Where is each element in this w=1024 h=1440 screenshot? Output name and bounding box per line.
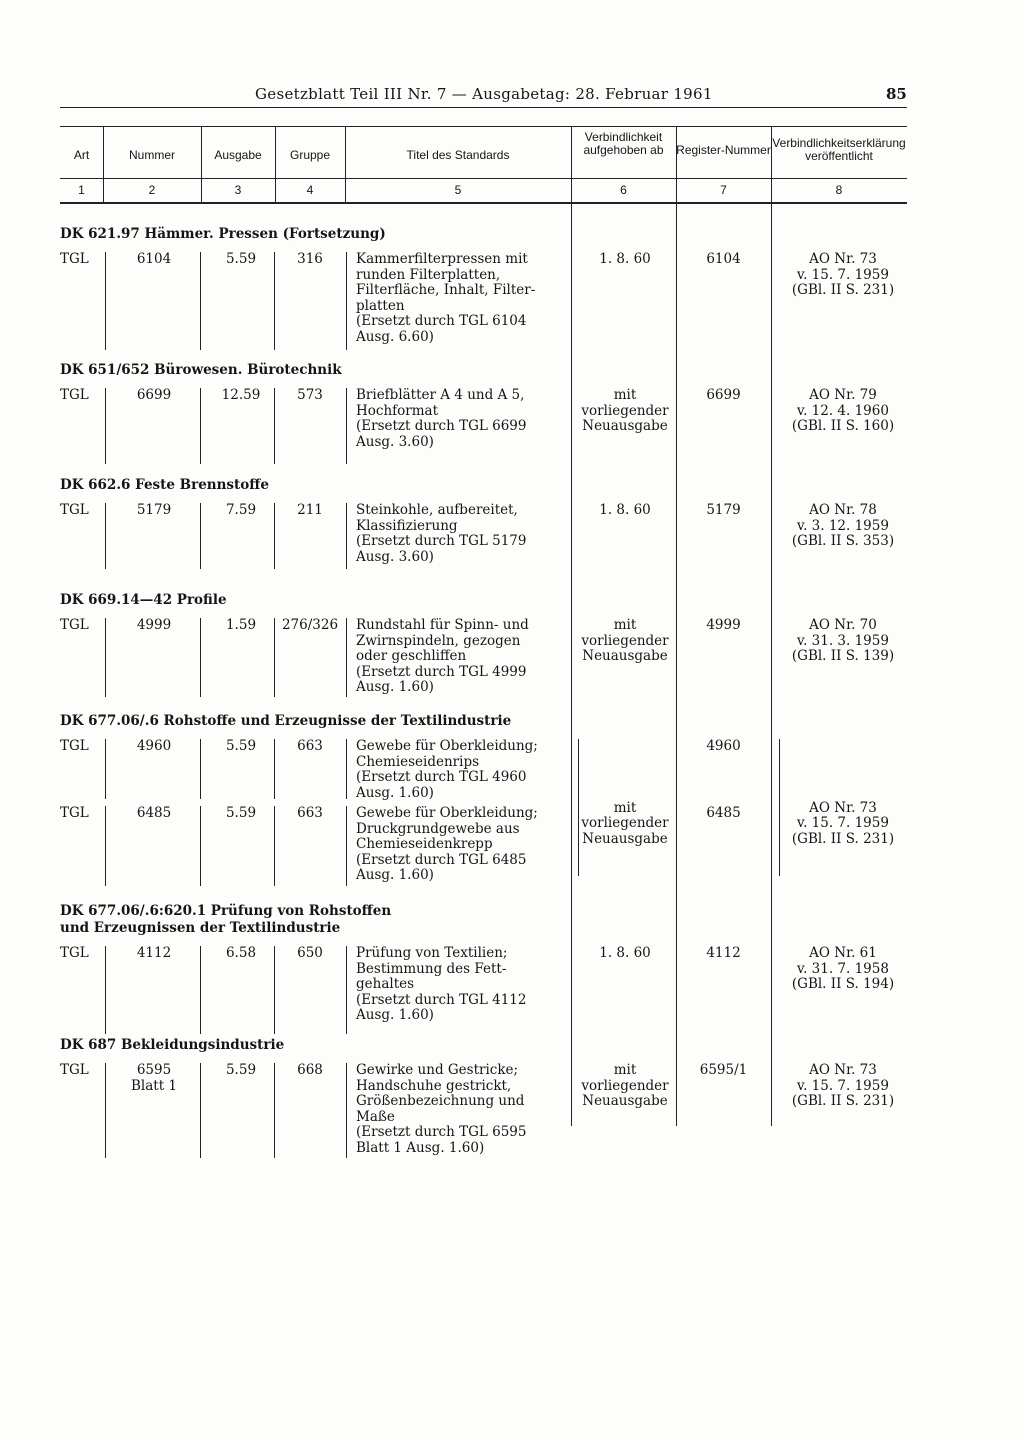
cell-gruppe: 573: [297, 387, 323, 403]
cell-gruppe: 663: [297, 805, 323, 821]
cell-veroeffentlicht: AO Nr. 70 v. 31. 3. 1959 (GBl. II S. 139): [791, 617, 895, 664]
cell-veroeffentlicht: AO Nr. 73 v. 15. 7. 1959 (GBl. II S. 231): [791, 1062, 895, 1109]
cell-titel: Rundstahl für Spinn- und Zwirnspindeln, gezogen oder geschliffen (Ersetzt durch TGL 4999 Ausg. 1.60): [356, 617, 529, 695]
column-rule: [346, 806, 347, 886]
column-rule: [105, 946, 106, 1034]
bracket-left: [578, 739, 585, 876]
column-rule: [274, 1063, 275, 1158]
cell-nummer: 6699: [136, 387, 172, 403]
column-rule-register: [676, 204, 677, 1126]
cell-verbindlich: mit vorliegender Neuausgabe: [581, 617, 669, 664]
column-rule: [105, 739, 106, 799]
column-rule: [274, 739, 275, 799]
col-art-number: 1: [78, 183, 85, 197]
cell-art: TGL: [60, 387, 89, 403]
cell-register: 6699: [706, 387, 741, 403]
col-nummer-number: 2: [148, 183, 156, 197]
cell-gruppe: 668: [297, 1062, 323, 1078]
cell-verbindlich: 1. 8. 60: [599, 502, 651, 518]
cell-nummer: 5179: [136, 502, 172, 518]
col-veroeffentlicht-header: Verbindlichkeitserklärung veröffentlicht: [772, 136, 906, 163]
cell-register: 6595/1: [699, 1062, 748, 1078]
cell-veroeffentlicht: AO Nr. 78 v. 3. 12. 1959 (GBl. II S. 353): [791, 502, 895, 549]
cell-gruppe: 650: [297, 945, 323, 961]
page-number: 85: [886, 85, 907, 103]
col-art-header: Art: [73, 148, 90, 162]
column-rule: [200, 806, 201, 886]
column-rule: [346, 503, 347, 569]
cell-art: TGL: [60, 805, 89, 821]
cell-veroeffentlicht: AO Nr. 79 v. 12. 4. 1960 (GBl. II S. 160): [791, 387, 895, 434]
cell-titel: Steinkohle, aufbereitet, Klassifizierung (Ersetzt durch TGL 5179 Ausg. 3.60): [356, 502, 527, 565]
cell-gruppe: 316: [297, 251, 323, 267]
col-ausgabe-header: Ausgabe: [214, 148, 262, 162]
cell-art: TGL: [60, 502, 89, 518]
cell-verbindlich: mit vorliegender Neuausgabe: [581, 1062, 669, 1109]
col-titel-header: Titel des Standards: [406, 148, 510, 162]
cell-gruppe: 211: [297, 502, 323, 518]
section-heading: DK 662.6 Feste Brennstoffe: [60, 477, 269, 493]
table-top-rule: [60, 126, 907, 127]
section-heading: DK 669.14—42 Profile: [60, 592, 227, 608]
cell-art: TGL: [60, 945, 89, 961]
col-verbindlich-header: Verbindlichkeit aufgehoben ab: [583, 130, 664, 157]
cell-register: 6485: [706, 805, 741, 821]
cell-register: 6104: [706, 251, 741, 267]
cell-nummer: 6104: [136, 251, 172, 267]
col-register-header: Register-Nummer: [676, 143, 771, 157]
cell-art: TGL: [60, 738, 89, 754]
section-heading: DK 621.97 Hämmer. Pressen (Fortsetzung): [60, 226, 386, 242]
column-rule: [200, 946, 201, 1034]
table-mid-rule: [60, 178, 907, 179]
section-heading: DK 677.06/.6 Rohstoffe und Erzeugnisse der Textilindustrie: [60, 713, 512, 729]
section-heading: DK 651/652 Bürowesen. Bürotechnik: [60, 362, 342, 378]
column-rule: [105, 618, 106, 697]
header-rule: [60, 107, 907, 108]
cell-ausgabe: 5.59: [225, 1062, 257, 1078]
bracket-right: [773, 739, 780, 876]
cell-nummer: 4960: [136, 738, 172, 754]
cell-art: TGL: [60, 251, 89, 267]
col-nummer-header: Nummer: [128, 148, 175, 162]
cell-titel: Prüfung von Textilien; Bestimmung des Fett- gehaltes (Ersetzt durch TGL 4112 Ausg. 1.60): [356, 945, 527, 1023]
column-rule: [274, 946, 275, 1034]
column-rule: [274, 503, 275, 569]
cell-verbindlich: 1. 8. 60: [599, 945, 651, 961]
column-rule-verbindlich: [571, 204, 572, 1126]
cell-ausgabe: 12.59: [221, 387, 261, 403]
running-title: Gesetzblatt Teil III Nr. 7 — Ausgabetag: 28. Februar 1961: [255, 85, 713, 103]
cell-ausgabe: 6.58: [225, 945, 257, 961]
column-rule: [105, 503, 106, 569]
section-heading: DK 677.06/.6:620.1 Prüfung von Rohstoffen und Erzeugnissen der Textilindustrie: [60, 903, 392, 936]
cell-titel: Kammerfilterpressen mit runden Filterplatten, Filterfläche, Inhalt, Filter- platten (Ersetzt durch TGL 6104 Ausg. 6.60): [356, 251, 536, 345]
column-rule: [274, 388, 275, 464]
column-rule: [346, 252, 347, 350]
cell-nummer: 4112: [136, 945, 172, 961]
column-rule: [346, 618, 347, 697]
column-rule: [274, 806, 275, 886]
cell-ausgabe: 5.59: [225, 251, 257, 267]
cell-art: TGL: [60, 617, 89, 633]
table-bottom-rule: [60, 202, 907, 204]
cell-verbindlich: 1. 8. 60: [599, 251, 651, 267]
column-rule: [105, 252, 106, 350]
cell-ausgabe: 5.59: [225, 738, 257, 754]
cell-titel: Gewebe für Oberkleidung; Druckgrundgewebe aus Chemieseidenkrepp (Ersetzt durch TGL 6485 Ausg. 1.60): [356, 805, 538, 883]
cell-nummer: 6595 Blatt 1: [130, 1062, 178, 1094]
cell-titel: Briefblätter A 4 und A 5, Hochformat (Ersetzt durch TGL 6699 Ausg. 3.60): [356, 387, 527, 450]
cell-veroeffentlicht-shared: AO Nr. 73 v. 15. 7. 1959 (GBl. II S. 231): [791, 799, 895, 847]
cell-register: 5179: [706, 502, 741, 518]
col-veroeffentlicht-number: 8: [835, 183, 843, 197]
column-rule: [346, 388, 347, 464]
col-titel-number: 5: [454, 183, 462, 197]
col-ausgabe-number: 3: [234, 183, 242, 197]
column-rule: [200, 388, 201, 464]
column-rule: [105, 388, 106, 464]
cell-gruppe: 663: [297, 738, 323, 754]
cell-nummer: 4999: [136, 617, 172, 633]
cell-register: 4112: [706, 945, 741, 961]
column-rule: [105, 1063, 106, 1158]
column-rule: [200, 252, 201, 350]
cell-veroeffentlicht: AO Nr. 61 v. 31. 7. 1958 (GBl. II S. 194): [791, 945, 895, 992]
section-heading: DK 687 Bekleidungsindustrie: [60, 1037, 285, 1053]
column-rule: [200, 618, 201, 697]
column-rule: [105, 806, 106, 886]
cell-verbindlich-shared: mit vorliegender Neuausgabe: [581, 799, 669, 847]
cell-register: 4999: [706, 617, 741, 633]
column-rule: [200, 503, 201, 569]
col-gruppe-header: Gruppe: [289, 148, 331, 162]
column-rule: [274, 618, 275, 697]
cell-nummer: 6485: [136, 805, 172, 821]
cell-ausgabe: 7.59: [225, 502, 257, 518]
col-gruppe-number: 4: [306, 183, 314, 197]
column-rule: [346, 1063, 347, 1158]
cell-titel: Gewirke und Gestricke; Handschuhe gestrickt, Größenbezeichnung und Maße (Ersetzt durch TGL 6595 Blatt 1 Ausg. 1.60): [356, 1062, 527, 1156]
cell-ausgabe: 1.59: [225, 617, 257, 633]
cell-ausgabe: 5.59: [225, 805, 257, 821]
column-rule: [274, 252, 275, 350]
cell-veroeffentlicht: AO Nr. 73 v. 15. 7. 1959 (GBl. II S. 231): [791, 251, 895, 298]
col-register-number: 7: [720, 183, 727, 197]
column-rule: [200, 739, 201, 799]
column-rule-veroeffentlicht: [771, 204, 772, 1126]
cell-gruppe: 276/326: [281, 617, 339, 633]
column-rule: [346, 946, 347, 1034]
cell-titel: Gewebe für Oberkleidung; Chemieseidenrips (Ersetzt durch TGL 4960 Ausg. 1.60): [356, 738, 538, 801]
cell-art: TGL: [60, 1062, 89, 1078]
column-rule: [200, 1063, 201, 1158]
cell-register: 4960: [706, 738, 741, 754]
cell-verbindlich: mit vorliegender Neuausgabe: [581, 387, 669, 434]
column-rule: [346, 739, 347, 799]
col-verbindlich-number: 6: [620, 183, 627, 197]
